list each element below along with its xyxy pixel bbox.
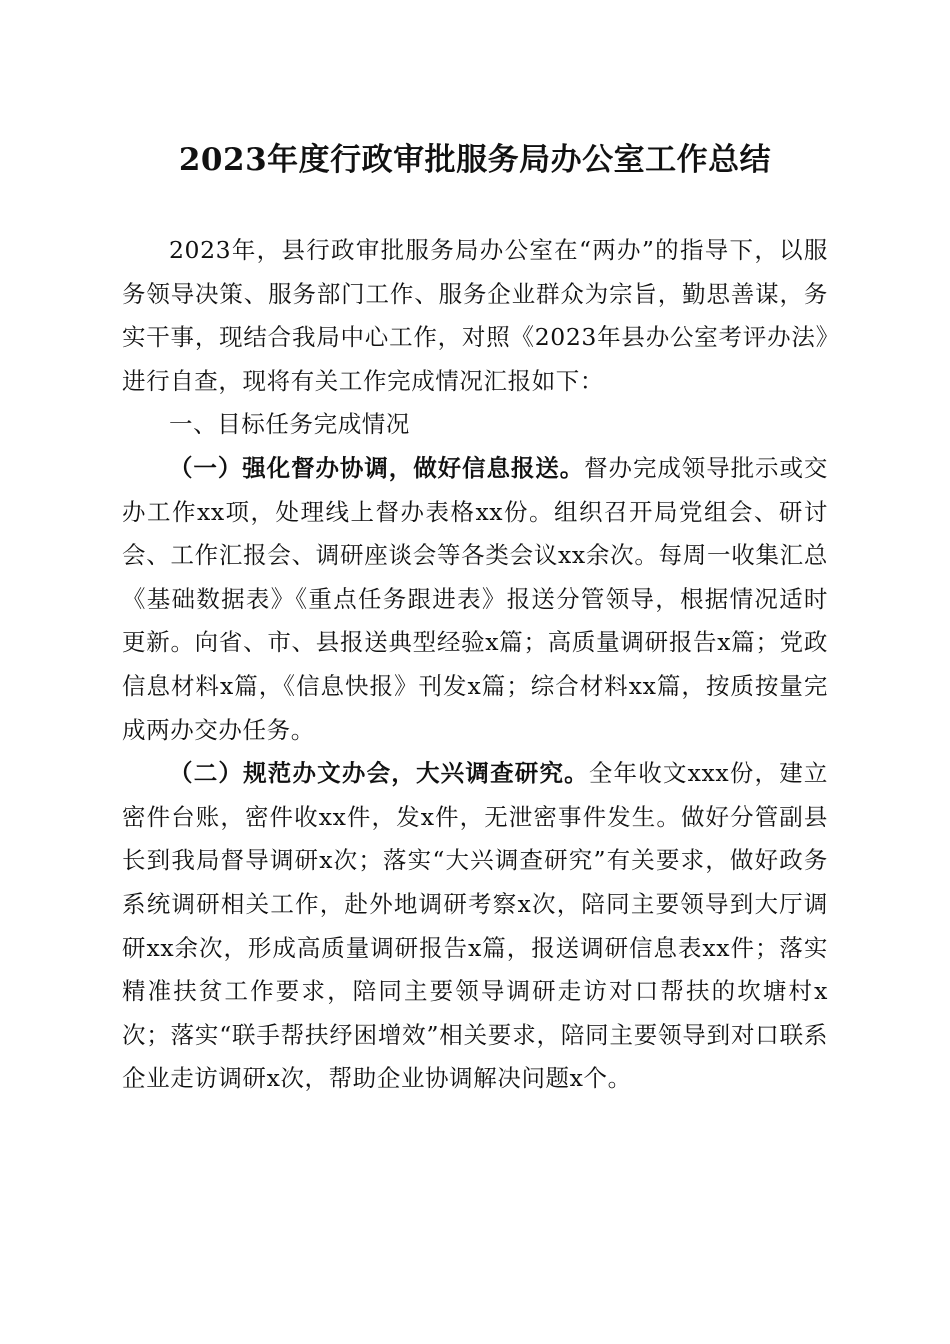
document-body	[122, 229, 828, 1101]
section-heading: 一、目标任务完成情况	[169, 410, 410, 439]
document-title: 2023年度行政审批服务局办公室工作总结	[178, 142, 772, 178]
intro-paragraph: 2023年，县行政审批服务局办公室在“两办”的指导下，以服务领导决策、服务部门工作、服务企业群众为宗旨，勤思善谋，务实干事，现结合我局中心工作，对照《2023年县办公室考评办法》进行自查，现将有关工作完成情况汇报如下：	[122, 236, 828, 395]
section-item-1	[122, 447, 828, 752]
section-item-1-text: 督办完成领导批示或交办工作xx项，处理线上督办表格xx份。组织召开局党组会、研讨会、工作汇报会、调研座谈会等各类会议xx余次。每周一收集汇总《基础数据表》《重点任务跟进表》报送分管领导，根据情况适时更新。向省、市、县报送典型经验x篇；高质量调研报告x篇；党政信息材料x篇，《信息快报》刊发x篇；综合材料xx篇，按质按量完成两办交办任务。	[122, 453, 828, 744]
section-item-2-lead: （二）规范办文办会，大兴调查研究。	[169, 759, 589, 788]
section-item-2-text: 全年收文xxx份，建立密件台账，密件收xx件，发x件，无泄密事件发生。做好分管副县长到我局督导调研x次；落实“大兴调查研究”有关要求，做好政务系统调研相关工作，赴外地调研考察x次，陪同主要领导到大厅调研xx余次，形成高质量调研报告x篇，报送调研信息表xx件；落实精准扶贫工作要求，陪同主要领导调研走访对口帮扶的坎塘村x次；落实“联手帮扶纾困增效”相关要求，陪同主要领导到对口联系企业走访调研x次，帮助企业协调解决问题x个。	[122, 759, 828, 1093]
section-item-2	[122, 752, 828, 1101]
section-item-1-lead: （一）强化督办协调，做好信息报送。	[169, 453, 585, 482]
